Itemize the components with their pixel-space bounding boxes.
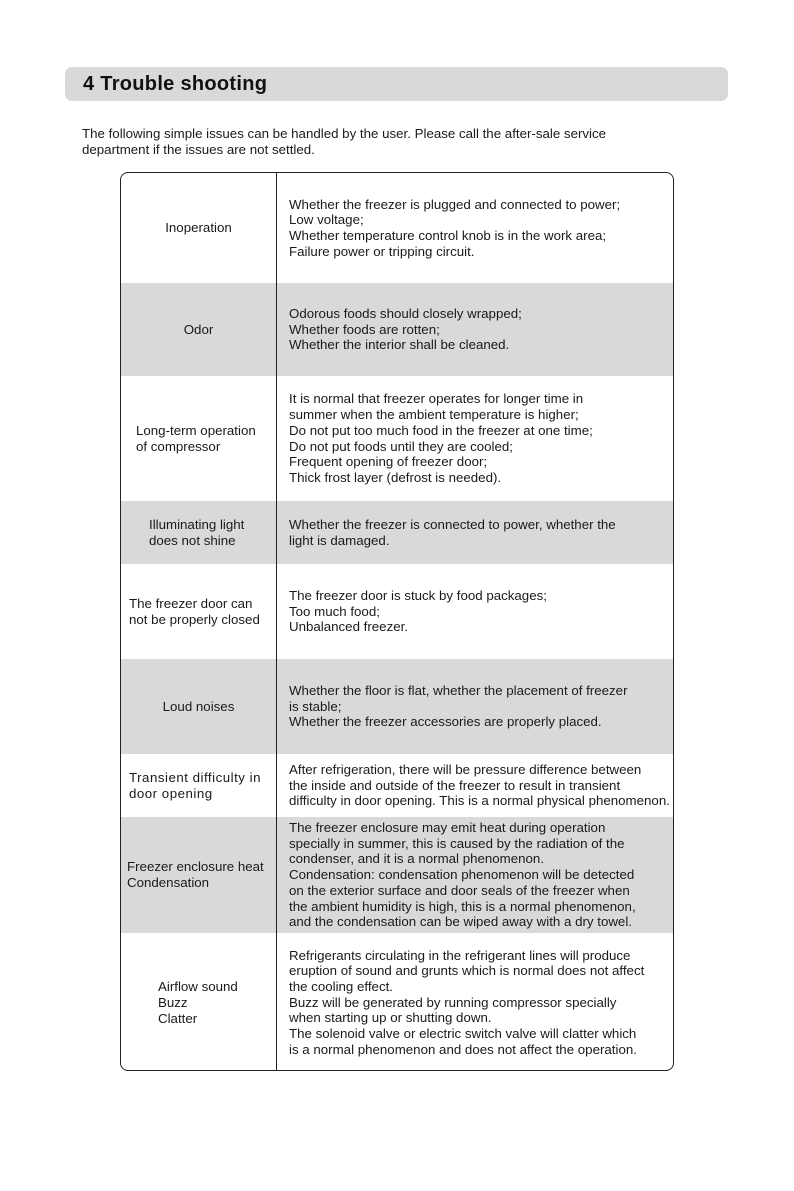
solution-line: Do not put too much food in the freezer at one time; [289,422,593,438]
solution-line: Thick frost layer (defrost is needed). [289,469,502,485]
table-row [121,501,673,564]
solution-line: Whether the interior shall be cleaned. [289,337,510,353]
table-row [121,817,673,933]
solution-line: Whether temperature control knob is in the work area; [289,228,607,243]
table-row [121,173,673,283]
solution-line: is a normal phenomenon and does not affect the operation. [289,1041,637,1057]
problem-text: Transient difficulty in [129,769,261,785]
solution-cell [289,659,673,754]
problem-cell [121,376,276,501]
problem-text: does not shine [149,532,236,548]
problem-text: Illuminating light [149,516,245,532]
problem-text: Long-term operation [136,422,256,438]
solution-line: condenser, and it is a normal phenomenon. [289,851,545,867]
problem-cell [121,501,276,564]
solution-line: eruption of sound and grunts which is normal does not affect [289,963,645,979]
solution-line: After refrigeration, there will be pressure difference between [289,761,642,777]
problem-cell [121,933,276,1071]
intro-paragraph [82,126,722,158]
intro-line: The following simple issues can be handled by the user. Please call the after-sale service [82,126,607,141]
solution-cell [289,173,673,283]
table-row [121,564,673,659]
solution-line: Condensation: condensation phenomenon will be detected [289,867,635,883]
solution-cell [289,376,673,501]
table-row [121,754,673,817]
solution-line: Odorous foods should closely wrapped; [289,305,522,321]
problem-text: Freezer enclosure heat [127,859,264,874]
solution-line: when starting up or shutting down. [289,1010,492,1026]
table-row [121,659,673,754]
table-row [121,376,673,501]
solution-line: Failure power or tripping circuit. [289,243,475,259]
solution-line: Whether the freezer is connected to power, whether the [289,516,616,532]
problem-text: Clatter [158,1010,198,1026]
solution-line: The freezer enclosure may emit heat during operation [289,820,606,836]
problem-text: Condensation [127,875,210,890]
solution-cell [289,754,673,817]
solution-line: Whether the freezer accessories are properly placed. [289,714,602,730]
problem-cell [121,754,276,817]
column-divider [276,173,277,1070]
solution-line: Refrigerants circulating in the refrigerant lines will produce [289,947,631,963]
solution-line: Buzz will be generated by running compressor specially [289,994,617,1010]
solution-cell [289,283,673,376]
solution-line: the ambient humidity is high, this is a normal phenomenon, [289,898,636,914]
troubleshooting-table [120,172,674,1071]
solution-line: specially in summer, this is caused by the radiation of the [289,835,625,851]
section-header-bar [65,67,728,101]
intro-line: department if the issues are not settled. [82,142,315,157]
section-title: 4 Trouble shooting [83,73,268,95]
solution-line: It is normal that freezer operates for longer time in [289,391,584,407]
solution-cell [289,564,673,659]
table-row [121,933,673,1071]
problem-text: Inoperation [165,220,232,235]
solution-line: and the condensation can be wiped away with a dry towel. [289,914,632,930]
solution-line: Whether the freezer is plugged and connected to power; [289,196,621,212]
problem-cell [121,283,276,376]
solution-line: the inside and outside of the freezer to result in transient [289,777,621,793]
solution-line: is stable; [289,698,342,714]
problem-text: Odor [183,321,214,337]
problem-text: Buzz [158,994,188,1010]
solution-line: Do not put foods until they are cooled; [289,438,513,454]
problem-text: The freezer door can [129,595,253,611]
solution-line: Low voltage; [289,212,364,228]
problem-text: of compressor [136,438,221,454]
solution-line: The solenoid valve or electric switch valve will clatter which [289,1026,637,1042]
solution-line: light is damaged. [289,532,390,548]
problem-text: not be properly closed [129,611,260,627]
solution-line: Whether foods are rotten; [289,321,440,337]
solution-line: The freezer door is stuck by food packages; [289,587,547,603]
solution-line: Whether the floor is flat, whether the placement of freezer [289,682,628,698]
solution-line: difficulty in door opening. This is a normal physical phenomenon. [289,793,670,809]
solution-line: Frequent opening of freezer door; [289,454,488,470]
problem-text: Loud noises [162,698,235,714]
solution-cell [289,933,673,1071]
problem-cell [121,659,276,754]
problem-text: door opening [129,785,213,801]
solution-line: on the exterior surface and door seals of the freezer when [289,882,630,898]
solution-cell [289,817,673,933]
solution-line: Unbalanced freezer. [289,619,409,635]
solution-cell [289,501,673,564]
table-row [121,283,673,376]
problem-cell [121,817,276,933]
solution-line: Too much food; [289,603,380,619]
problem-cell [121,173,276,283]
solution-line: the cooling effect. [289,978,393,994]
solution-line: summer when the ambient temperature is higher; [289,407,579,423]
problem-cell [121,564,276,659]
problem-text: Airflow sound [158,978,238,994]
